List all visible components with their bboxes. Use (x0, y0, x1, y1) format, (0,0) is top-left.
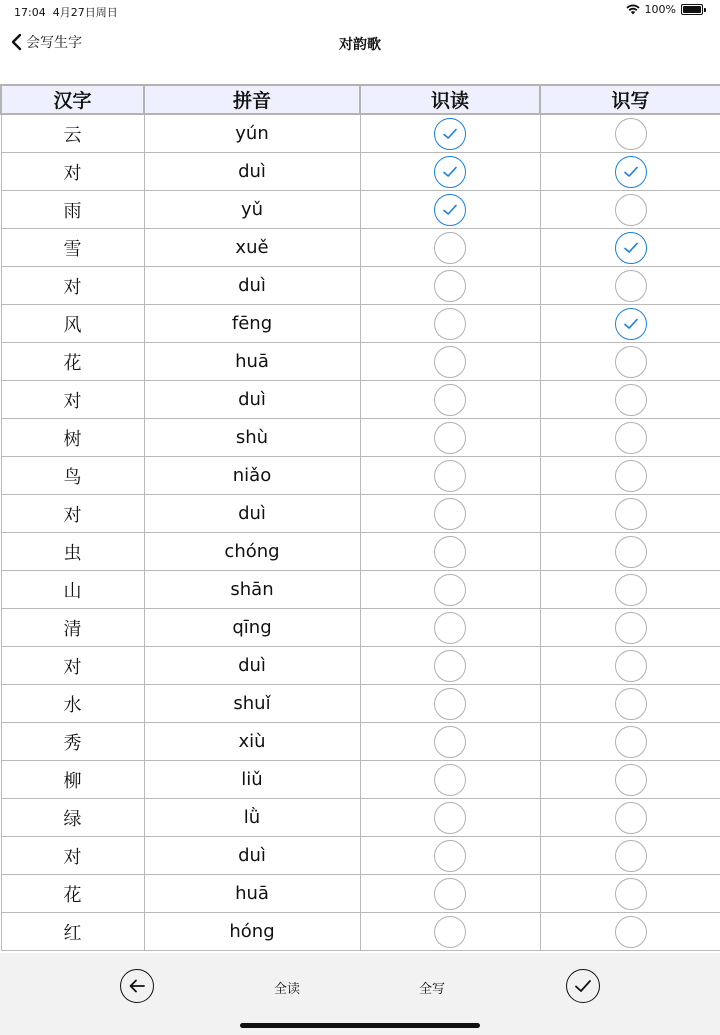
hanzi-cell: 花 (1, 875, 144, 913)
table-row (1, 609, 720, 647)
hanzi-cell: 云 (1, 114, 144, 153)
table-row (1, 419, 720, 457)
read-toggle[interactable] (434, 726, 466, 758)
write-toggle[interactable] (615, 802, 647, 834)
hanzi-cell: 虫 (1, 533, 144, 571)
pinyin-cell: shuǐ (144, 685, 360, 723)
table-row (1, 875, 720, 913)
read-toggle[interactable] (434, 194, 466, 226)
hanzi-cell: 秀 (1, 723, 144, 761)
table-row (1, 647, 720, 685)
hanzi-cell: 对 (1, 647, 144, 685)
hanzi-cell: 清 (1, 609, 144, 647)
table-header-row (1, 85, 720, 114)
table-row (1, 761, 720, 799)
pinyin-cell: qīng (144, 609, 360, 647)
page-title: 对韵歌 (339, 37, 381, 53)
write-cell (540, 419, 720, 457)
read-toggle[interactable] (434, 878, 466, 910)
read-toggle[interactable] (434, 840, 466, 872)
write-cell (540, 913, 720, 951)
battery-icon (681, 4, 703, 15)
read-cell (360, 571, 540, 609)
table-row (1, 381, 720, 419)
write-toggle[interactable] (615, 878, 647, 910)
table-row (1, 153, 720, 191)
table-row (1, 305, 720, 343)
table-row (1, 913, 720, 951)
write-cell (540, 837, 720, 875)
read-toggle[interactable] (434, 232, 466, 264)
write-all-button[interactable]: 全写 (419, 982, 446, 997)
write-cell (540, 114, 720, 153)
check-icon (442, 203, 458, 217)
write-cell (540, 761, 720, 799)
hanzi-cell: 对 (1, 837, 144, 875)
read-cell (360, 761, 540, 799)
pinyin-cell: duì (144, 837, 360, 875)
read-toggle[interactable] (434, 650, 466, 682)
read-cell (360, 799, 540, 837)
pinyin-cell: huā (144, 875, 360, 913)
read-toggle[interactable] (434, 308, 466, 340)
hanzi-cell: 红 (1, 913, 144, 951)
write-cell (540, 799, 720, 837)
write-toggle[interactable] (615, 574, 647, 606)
table-row (1, 799, 720, 837)
write-toggle[interactable] (615, 726, 647, 758)
hanzi-cell: 水 (1, 685, 144, 723)
previous-button[interactable] (120, 969, 154, 1003)
pinyin-cell: hóng (144, 913, 360, 951)
write-toggle[interactable] (615, 422, 647, 454)
write-toggle[interactable] (615, 156, 647, 188)
table-row (1, 837, 720, 875)
table-row (1, 533, 720, 571)
pinyin-cell: yún (144, 114, 360, 153)
read-cell (360, 457, 540, 495)
write-toggle[interactable] (615, 612, 647, 644)
battery-tip (704, 8, 706, 12)
read-toggle[interactable] (434, 270, 466, 302)
write-toggle[interactable] (615, 460, 647, 492)
write-cell (540, 609, 720, 647)
write-toggle[interactable] (615, 536, 647, 568)
read-toggle[interactable] (434, 422, 466, 454)
pinyin-cell: xuě (144, 229, 360, 267)
read-cell (360, 343, 540, 381)
pinyin-cell: lǜ (144, 799, 360, 837)
read-cell (360, 114, 540, 153)
read-cell (360, 381, 540, 419)
read-toggle[interactable] (434, 802, 466, 834)
pinyin-cell: fēng (144, 305, 360, 343)
write-cell (540, 267, 720, 305)
write-toggle[interactable] (615, 308, 647, 340)
hanzi-cell: 鸟 (1, 457, 144, 495)
read-cell (360, 191, 540, 229)
read-cell (360, 875, 540, 913)
check-icon (442, 165, 458, 179)
character-table (0, 84, 720, 951)
status-time: 17:04 4月27日周日 (14, 6, 118, 19)
pinyin-cell: liǔ (144, 761, 360, 799)
arrow-left-circle-icon (127, 978, 147, 994)
write-cell (540, 343, 720, 381)
check-icon (623, 165, 639, 179)
read-toggle[interactable] (434, 118, 466, 150)
table-row (1, 723, 720, 761)
nav-bar (0, 24, 720, 64)
read-cell (360, 685, 540, 723)
status-bar (0, 0, 720, 22)
pinyin-cell: shù (144, 419, 360, 457)
hanzi-cell: 山 (1, 571, 144, 609)
check-icon (623, 317, 639, 331)
write-toggle[interactable] (615, 118, 647, 150)
home-indicator (240, 1023, 480, 1028)
read-toggle[interactable] (434, 536, 466, 568)
write-toggle[interactable] (615, 916, 647, 948)
write-toggle[interactable] (615, 498, 647, 530)
table-row (1, 191, 720, 229)
write-toggle[interactable] (615, 270, 647, 302)
check-circle-icon (573, 978, 593, 994)
status-right (626, 3, 706, 16)
check-icon (442, 127, 458, 141)
write-toggle[interactable] (615, 232, 647, 264)
hanzi-cell: 风 (1, 305, 144, 343)
read-cell (360, 229, 540, 267)
write-cell (540, 381, 720, 419)
header-hanzi: 汉字 (1, 85, 144, 114)
status-date: 4月27日周日 (52, 6, 118, 19)
read-toggle[interactable] (434, 346, 466, 378)
table-row (1, 457, 720, 495)
pinyin-cell: duì (144, 153, 360, 191)
table-row (1, 229, 720, 267)
read-cell (360, 723, 540, 761)
hanzi-cell: 绿 (1, 799, 144, 837)
pinyin-cell: shān (144, 571, 360, 609)
pinyin-cell: huā (144, 343, 360, 381)
write-cell (540, 685, 720, 723)
table-row (1, 114, 720, 153)
write-cell (540, 153, 720, 191)
read-toggle[interactable] (434, 156, 466, 188)
write-cell (540, 647, 720, 685)
bottom-bar (0, 953, 720, 1035)
header-write: 识写 (540, 85, 720, 114)
pinyin-cell: niǎo (144, 457, 360, 495)
pinyin-cell: yǔ (144, 191, 360, 229)
write-cell (540, 191, 720, 229)
pinyin-cell: chóng (144, 533, 360, 571)
hanzi-cell: 对 (1, 153, 144, 191)
pinyin-cell: duì (144, 267, 360, 305)
write-cell (540, 723, 720, 761)
read-toggle[interactable] (434, 612, 466, 644)
table-row (1, 267, 720, 305)
check-icon (623, 241, 639, 255)
write-toggle[interactable] (615, 650, 647, 682)
read-toggle[interactable] (434, 574, 466, 606)
read-cell (360, 267, 540, 305)
read-cell (360, 609, 540, 647)
table-row (1, 685, 720, 723)
write-toggle[interactable] (615, 688, 647, 720)
write-toggle[interactable] (615, 840, 647, 872)
hanzi-cell: 对 (1, 495, 144, 533)
write-cell (540, 495, 720, 533)
read-toggle[interactable] (434, 460, 466, 492)
write-toggle[interactable] (615, 194, 647, 226)
table-row (1, 495, 720, 533)
hanzi-cell: 花 (1, 343, 144, 381)
write-cell (540, 875, 720, 913)
pinyin-cell: xiù (144, 723, 360, 761)
read-cell (360, 153, 540, 191)
write-cell (540, 305, 720, 343)
hanzi-cell: 雨 (1, 191, 144, 229)
hanzi-cell: 对 (1, 267, 144, 305)
battery-percent: 100% (644, 3, 676, 16)
wifi-icon (626, 4, 640, 15)
read-cell (360, 419, 540, 457)
read-cell (360, 837, 540, 875)
write-toggle[interactable] (615, 764, 647, 796)
read-toggle[interactable] (434, 764, 466, 796)
write-cell (540, 457, 720, 495)
read-cell (360, 495, 540, 533)
header-read: 识读 (360, 85, 540, 114)
pinyin-cell: duì (144, 647, 360, 685)
table-row (1, 571, 720, 609)
read-cell (360, 533, 540, 571)
read-cell (360, 647, 540, 685)
table-row (1, 343, 720, 381)
read-cell (360, 305, 540, 343)
read-cell (360, 913, 540, 951)
header-pinyin: 拼音 (144, 85, 360, 114)
pinyin-cell: duì (144, 495, 360, 533)
write-cell (540, 571, 720, 609)
hanzi-cell: 树 (1, 419, 144, 457)
read-toggle[interactable] (434, 384, 466, 416)
write-toggle[interactable] (615, 346, 647, 378)
read-toggle[interactable] (434, 916, 466, 948)
read-toggle[interactable] (434, 688, 466, 720)
pinyin-cell: duì (144, 381, 360, 419)
back-label: 会写生字 (26, 35, 82, 51)
hanzi-cell: 对 (1, 381, 144, 419)
hanzi-cell: 柳 (1, 761, 144, 799)
read-all-button[interactable]: 全读 (274, 982, 301, 997)
write-toggle[interactable] (615, 384, 647, 416)
write-cell (540, 533, 720, 571)
write-cell (540, 229, 720, 267)
confirm-button[interactable] (566, 969, 600, 1003)
hanzi-cell: 雪 (1, 229, 144, 267)
read-toggle[interactable] (434, 498, 466, 530)
table-body (1, 114, 720, 951)
